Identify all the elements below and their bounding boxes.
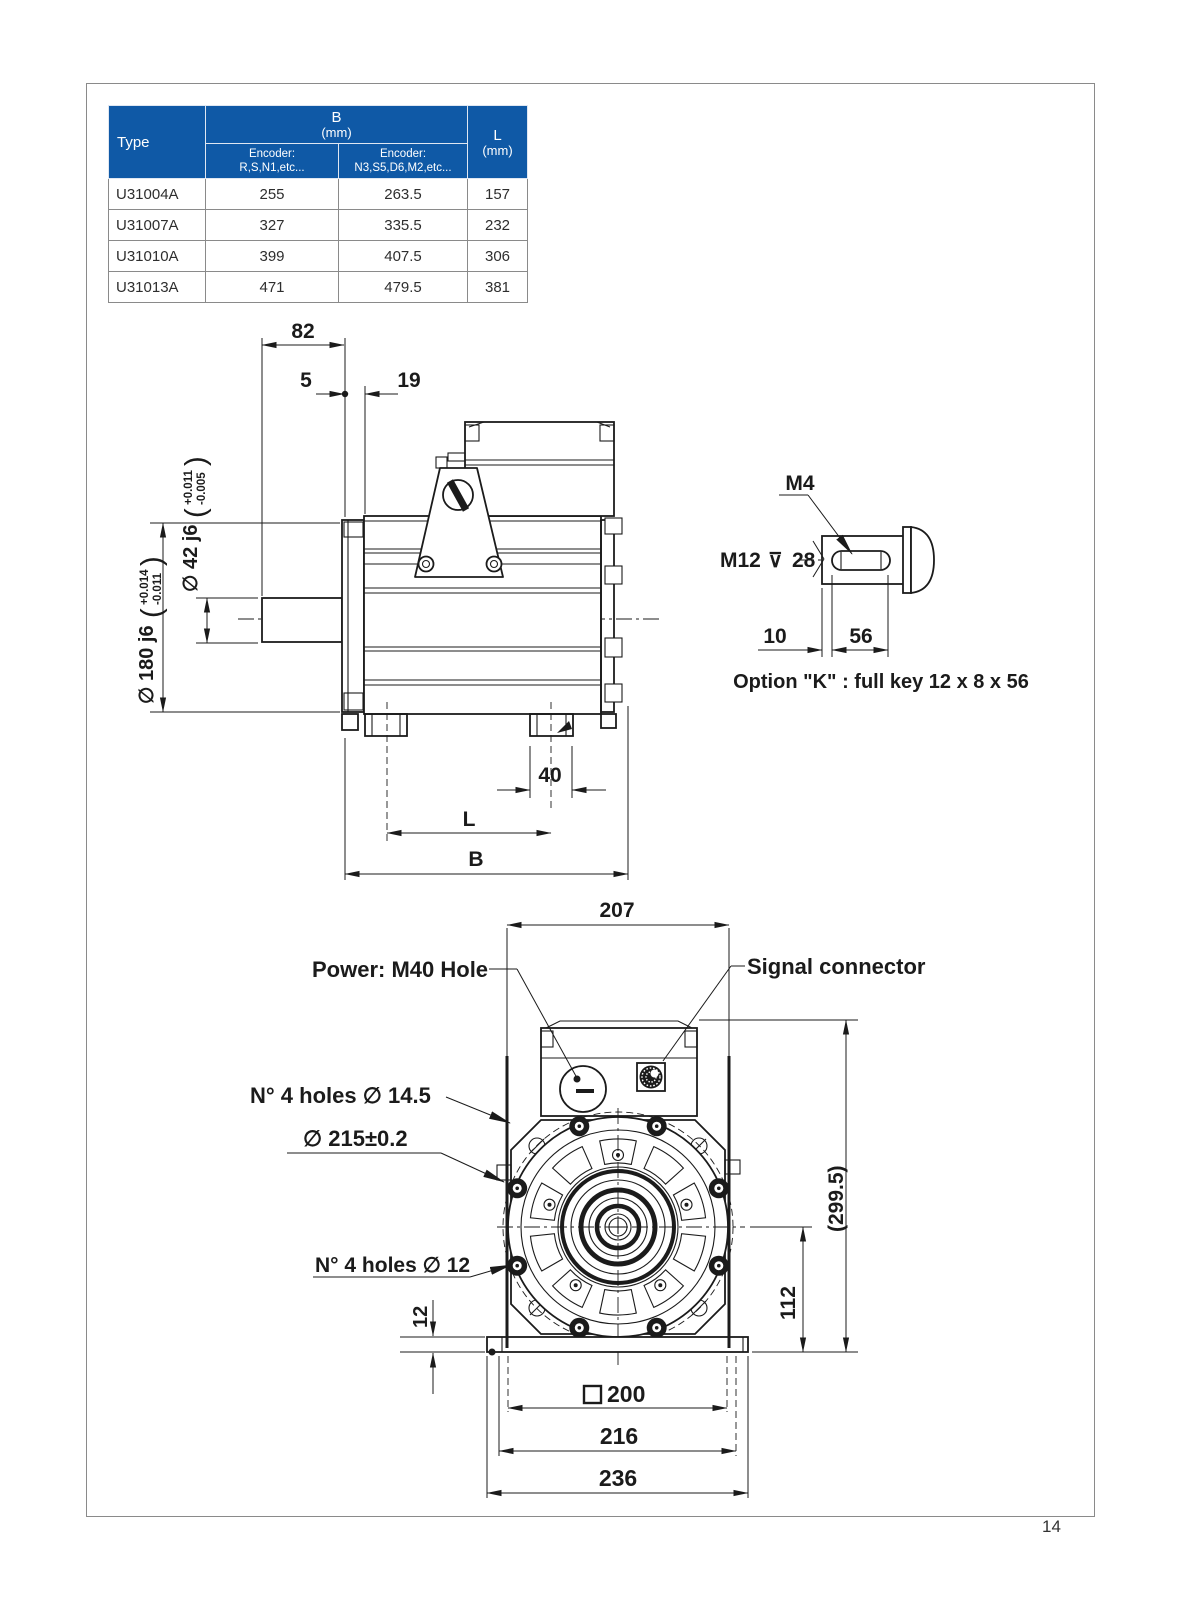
mounting-feet (342, 714, 616, 736)
dim-56: 56 (849, 625, 873, 648)
cell-type: U31010A (109, 241, 206, 272)
dim-19: 19 (397, 369, 421, 392)
cell-b2: 263.5 (339, 179, 468, 210)
svg-text:-0.011: -0.011 (152, 573, 164, 605)
connector-box (465, 422, 614, 516)
svg-text:(: ( (136, 608, 168, 618)
cell-b2: 335.5 (339, 210, 468, 241)
shaft (262, 598, 342, 642)
dim-216: 216 (599, 1423, 639, 1449)
front-connector-box (541, 1021, 697, 1116)
page-number: 14 (1042, 1517, 1061, 1536)
dia-215-label: ∅ 215±0.2 (303, 1126, 408, 1151)
holes-12-label: N° 4 holes ∅ 12 (315, 1254, 471, 1277)
svg-text:(: ( (180, 508, 212, 518)
dim-207: 207 (599, 899, 635, 922)
cell-b1: 471 (206, 272, 339, 303)
cell-b1: 399 (206, 241, 339, 272)
label-m4: M4 (785, 472, 815, 495)
depth-symbol: ⊽ (768, 550, 783, 572)
front-view (250, 899, 926, 1498)
encoder-housing (601, 520, 614, 712)
square-symbol (584, 1386, 601, 1403)
col-header-b-unit: (mm) (321, 125, 352, 140)
cell-type: U31007A (109, 210, 206, 241)
cell-type: U31004A (109, 179, 206, 210)
dim-12: 12 (410, 1305, 432, 1328)
svg-text:+0.011: +0.011 (183, 470, 195, 505)
side-view (136, 320, 662, 880)
front-flange (342, 520, 364, 712)
col-header-l-label: L (493, 126, 502, 144)
dim-B: B (468, 848, 484, 871)
cell-l: 232 (468, 210, 528, 241)
svg-text:∅ 180 j6: ∅ 180 j6 (136, 625, 158, 704)
cell-l: 306 (468, 241, 528, 272)
label-m12: M12 (720, 549, 761, 572)
cell-b2: 479.5 (339, 272, 468, 303)
dim-82: 82 (291, 320, 315, 343)
cell-b1: 255 (206, 179, 339, 210)
option-k-note: Option "K" : full key 12 x 8 x 56 (733, 671, 1029, 693)
label-depth-28: 28 (792, 549, 816, 572)
col-header-type-label: Type (117, 133, 150, 151)
dim-40: 40 (538, 764, 562, 787)
dim-299: (299.5) (825, 1165, 848, 1232)
dim-L: L (462, 808, 476, 831)
svg-text:+0.014: +0.014 (139, 569, 151, 605)
svg-text:): ) (136, 556, 168, 566)
dim-5: 5 (300, 369, 312, 392)
holes-145-label: N° 4 holes ∅ 14.5 (250, 1083, 431, 1108)
dim-shaft-diameter (180, 456, 212, 592)
dim-10: 10 (763, 625, 787, 648)
cell-l: 157 (468, 179, 528, 210)
shaft-key-detail (720, 472, 1029, 693)
dim-112: 112 (777, 1286, 800, 1320)
signal-label: Signal connector (747, 954, 926, 979)
col-header-b-label: B (331, 109, 342, 126)
dim-200: 200 (607, 1381, 646, 1407)
cell-type: U31013A (109, 272, 206, 303)
encoder2-line1: Encoder: (379, 148, 427, 160)
dim-236: 236 (598, 1465, 638, 1491)
cell-b1: 327 (206, 210, 339, 241)
col-header-l-unit: (mm) (482, 142, 513, 158)
svg-text:∅ 42 j6: ∅ 42 j6 (180, 524, 202, 592)
svg-text:): ) (180, 456, 212, 466)
power-label: Power: M40 Hole (312, 957, 489, 982)
shaft-end-cap (911, 527, 934, 593)
signal-connector (637, 1063, 665, 1091)
base-plate (487, 1337, 748, 1356)
cell-l: 381 (468, 272, 528, 303)
cell-b2: 407.5 (339, 241, 468, 272)
encoder1-line1: Encoder: (248, 148, 296, 160)
encoder1-line2: R,S,N1,etc... (239, 162, 305, 174)
encoder2-line2: N3,S5,D6,M2,etc... (354, 162, 452, 174)
svg-text:-0.005: -0.005 (196, 472, 208, 505)
